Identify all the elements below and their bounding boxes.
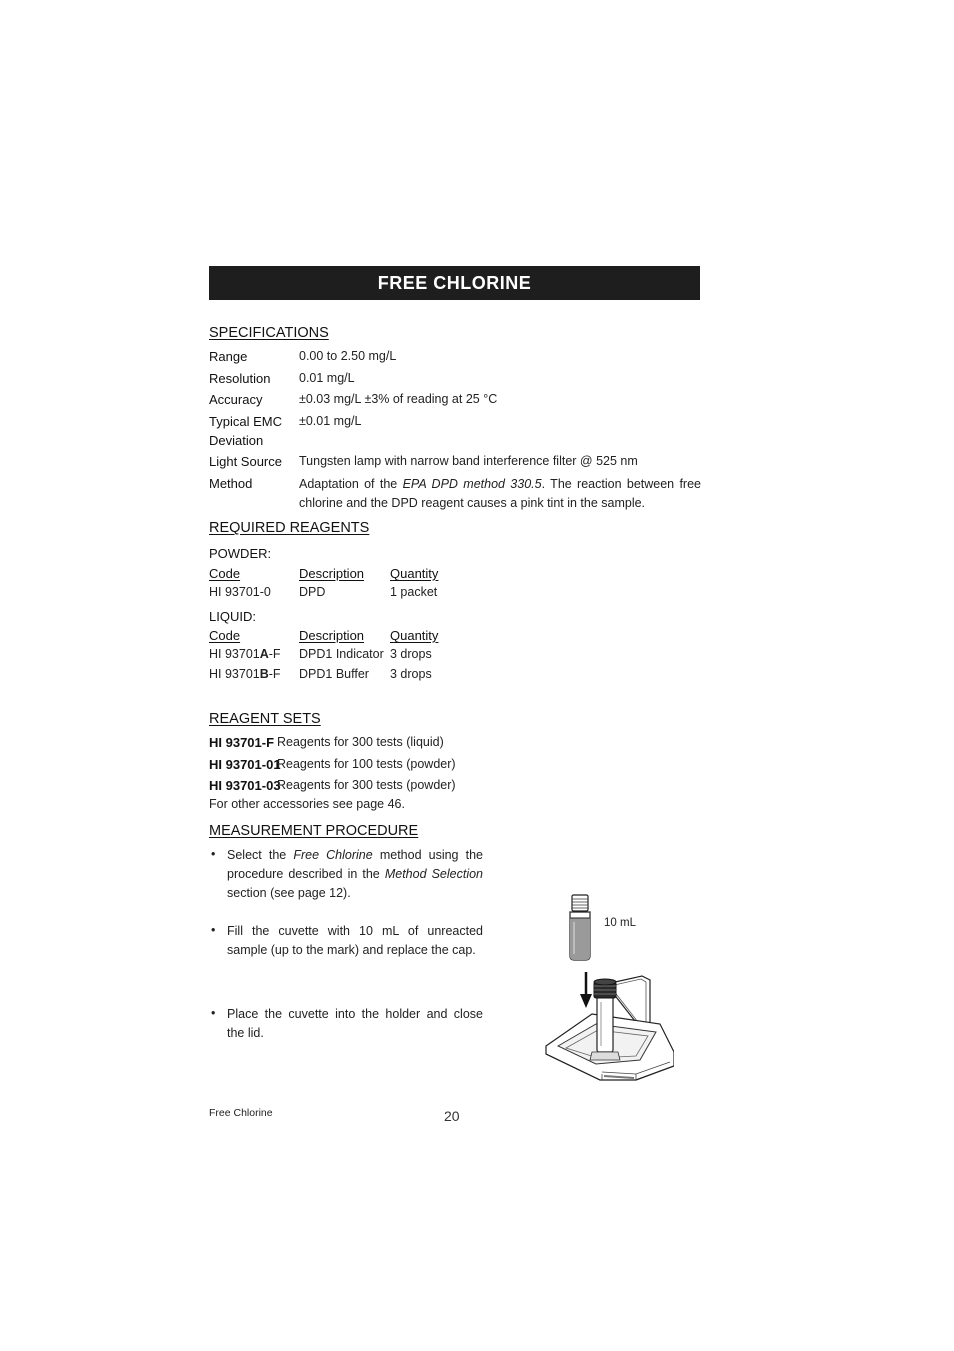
- code-letter: A: [259, 647, 269, 661]
- banner-title: FREE CHLORINE: [377, 272, 532, 293]
- step-text: method using the procedure described in the: [227, 848, 483, 881]
- light-source-label: Light Source: [209, 454, 282, 469]
- bullet: •: [211, 923, 216, 937]
- meter-holder-illustration: [540, 968, 674, 1084]
- cuvette-volume-label: 10 mL: [604, 917, 636, 929]
- range-label: Range: [209, 349, 248, 364]
- liquid-row-a-quantity: 3 drops: [390, 647, 432, 661]
- reagent-set-description: Reagents for 100 tests (powder): [277, 757, 456, 771]
- code-suffix: -F: [268, 667, 281, 681]
- resolution-label: Resolution: [209, 371, 271, 386]
- footer-section-name: Free Chlorine: [209, 1107, 273, 1119]
- reagent-set-code: HI 93701-01: [209, 757, 281, 772]
- emc-value: ±0.01 mg/L: [299, 414, 362, 428]
- method-text-italic: EPA DPD method 330.5: [402, 477, 542, 491]
- emc-label-line2: Deviation: [209, 433, 264, 448]
- liquid-row-a-code: [209, 647, 281, 661]
- liquid-col-description: Description: [299, 628, 365, 643]
- liquid-row-a-description: DPD1 Indicator: [299, 647, 384, 661]
- bullet: •: [211, 847, 216, 861]
- liquid-row-b-description: DPD1 Buffer: [299, 667, 369, 681]
- accuracy-label: Accuracy: [209, 392, 263, 407]
- light-source-value: Tungsten lamp with narrow band interference filter @ 525 nm: [299, 454, 638, 468]
- method-name: Free Chlorine: [293, 848, 373, 862]
- powder-row-code: HI 93701-0: [209, 585, 271, 599]
- powder-label: POWDER:: [209, 546, 272, 561]
- specifications-heading: SPECIFICATIONS: [209, 325, 329, 341]
- step-text: Select the: [227, 848, 294, 862]
- powder-row-quantity: 1 packet: [390, 585, 438, 599]
- powder-col-description: Description: [299, 566, 365, 581]
- accessories-note: For other accessories see page 46.: [209, 797, 405, 811]
- range-value: 0.00 to 2.50 mg/L: [299, 349, 397, 363]
- code-letter: B: [259, 667, 269, 681]
- procedure-step-1: [227, 846, 483, 903]
- page-number: 20: [444, 1108, 460, 1124]
- reagent-set-description: Reagents for 300 tests (liquid): [277, 735, 444, 749]
- method-value: [299, 475, 701, 513]
- procedure-step-2: Fill the cuvette with 10 mL of unreacted sample (up to the mark) and replace the cap.: [227, 924, 483, 957]
- powder-col-quantity: Quantity: [390, 566, 439, 581]
- reagent-set-description: Reagents for 300 tests (powder): [277, 778, 456, 792]
- reagent-sets-heading: REAGENT SETS: [209, 711, 321, 727]
- step-text: section (see page 12).: [227, 886, 351, 900]
- reagent-set-code: HI 93701-03: [209, 778, 281, 793]
- method-text-post: . The reaction between free chlorine and the DPD reagent causes a pink tint in the sample.: [299, 477, 701, 510]
- procedure-step-3: Place the cuvette into the holder and close the lid.: [227, 1007, 483, 1040]
- section-banner: [209, 266, 700, 300]
- emc-label-line1: Typical EMC: [209, 414, 282, 429]
- cuvette-illustration: [560, 892, 600, 964]
- liquid-row-b-code: [209, 667, 281, 681]
- powder-col-code: Code: [209, 566, 241, 581]
- method-text-pre: Adaptation of the: [299, 477, 403, 491]
- method-label: Method: [209, 476, 253, 491]
- code-prefix: HI 93701: [209, 647, 260, 661]
- powder-row-description: DPD: [299, 585, 326, 599]
- liquid-col-quantity: Quantity: [390, 628, 439, 643]
- section-name: Method Selection: [384, 867, 484, 881]
- reagent-set-code: HI 93701-F: [209, 735, 275, 750]
- bullet: •: [211, 1006, 216, 1020]
- code-prefix: HI 93701: [209, 667, 260, 681]
- liquid-col-code: Code: [209, 628, 241, 643]
- code-suffix: -F: [268, 647, 281, 661]
- liquid-row-b-quantity: 3 drops: [390, 667, 432, 681]
- liquid-label: LIQUID:: [209, 609, 256, 624]
- accuracy-value: ±0.03 mg/L ±3% of reading at 25 °C: [299, 392, 498, 406]
- resolution-value: 0.01 mg/L: [299, 371, 355, 385]
- required-reagents-heading: REQUIRED REAGENTS: [209, 520, 370, 536]
- measurement-procedure-heading: MEASUREMENT PROCEDURE: [209, 823, 419, 839]
